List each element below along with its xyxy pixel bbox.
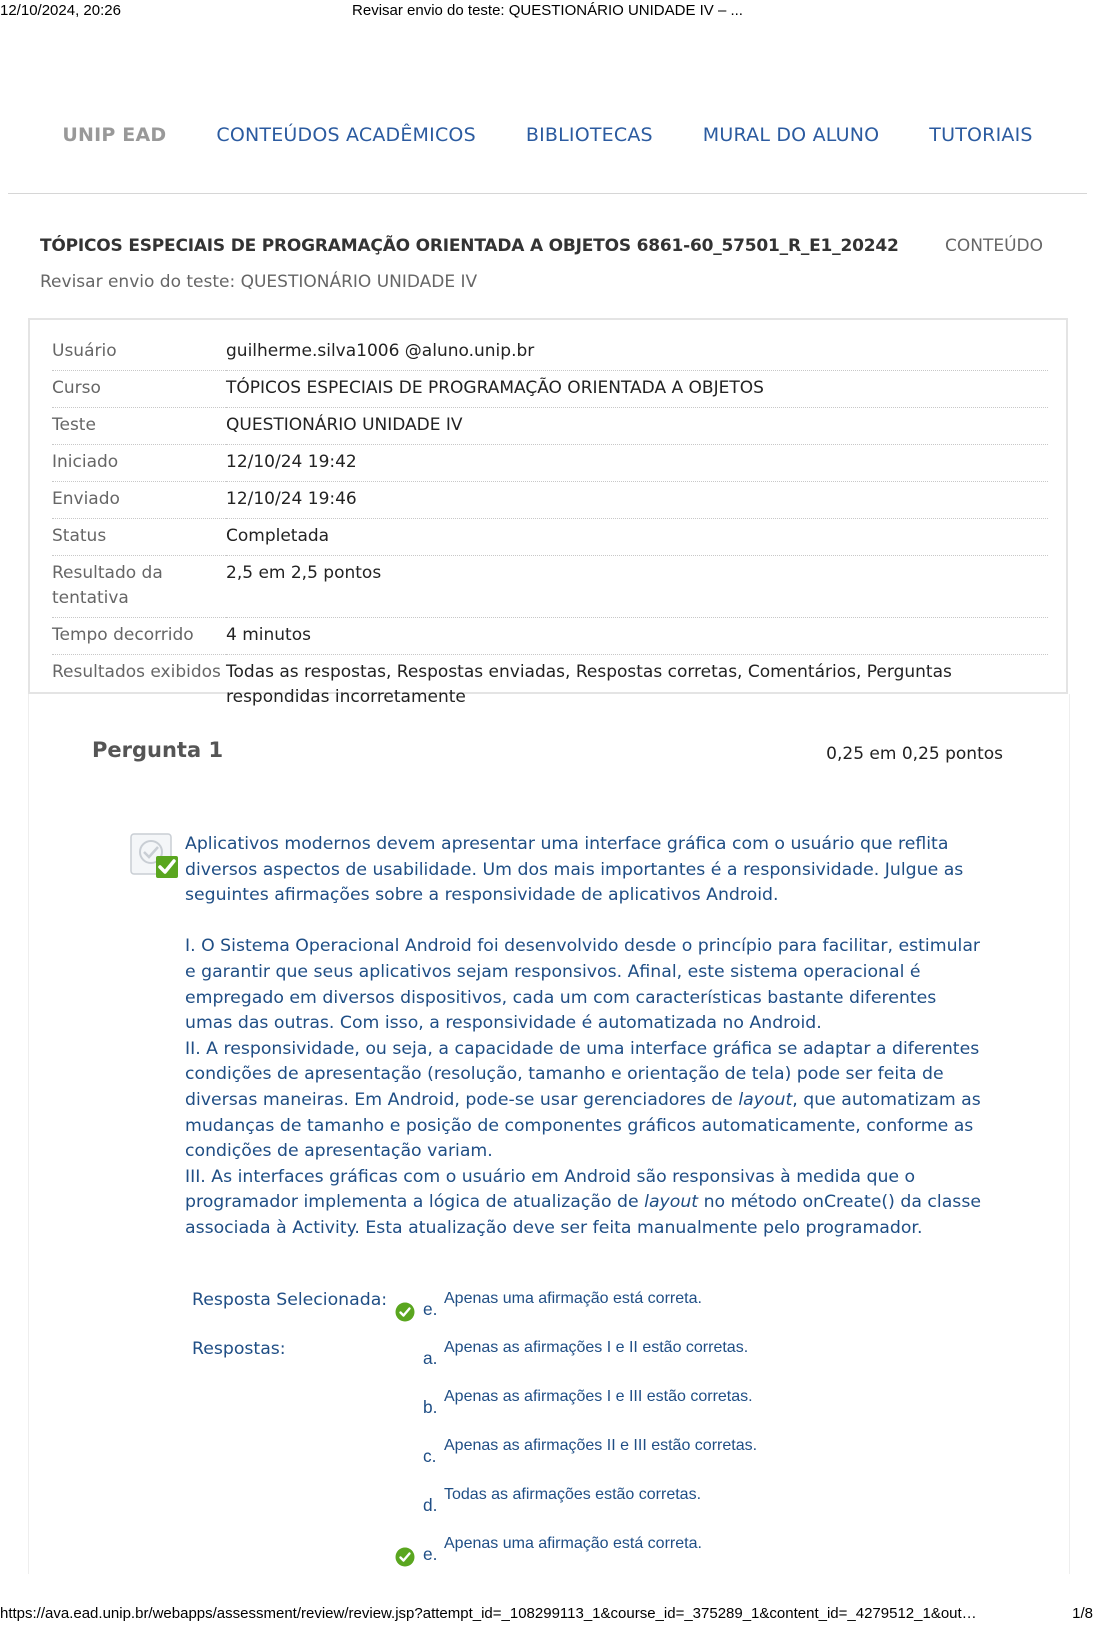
answer-text: Apenas as afirmações I e II estão corretas. xyxy=(444,1339,749,1356)
summary-label: Curso xyxy=(52,371,226,408)
question-statement-2: II. A responsividade, ou seja, a capacidade de uma interface gráfica se adaptar a diferentes condições de apresentação (resolução, tamanho e orientação de tela) pode ser feita de diversas maneiras. Em Android, pode-se usar gerenciadores de layout, que automatizam as mudanças de tamanho e posição de componentes gráficos automaticamente, conforme as condições de apresentação variam. xyxy=(185,1038,981,1162)
summary-label: Usuário xyxy=(52,334,226,371)
summary-value: 2,5 em 2,5 pontos xyxy=(226,556,1048,618)
summary-value: QUESTIONÁRIO UNIDADE IV xyxy=(226,408,1048,445)
question-statement-3: III. As interfaces gráficas com o usuário em Android são responsivas à medida que o programador implementa a lógica de atualização de layout no método onCreate() da classe associada à Activity. Esta atualização deve ser feita manualmente pelo programador. xyxy=(185,1166,981,1238)
breadcrumb: Revisar envio do teste: QUESTIONÁRIO UNIDADE IV xyxy=(40,272,478,292)
question-statement-1: I. O Sistema Operacional Android foi desenvolvido desde o princípio para facilitar, estimular e garantir que seus aplicativos sejam responsivos. Afinal, este sistema operacional é empregado em diversos dispositivos, cada um com características bastante diferentes umas das outras. Com isso, a responsividade é automatizada no Android. xyxy=(185,936,981,1034)
answer-text: Todas as afirmações estão corretas. xyxy=(444,1486,702,1503)
summary-value: TÓPICOS ESPECIAIS DE PROGRAMAÇÃO ORIENTADA A OBJETOS xyxy=(226,371,1048,408)
answer-text: Apenas uma afirmação está correta. xyxy=(444,1290,702,1307)
nav-unip-ead[interactable]: UNIP EAD xyxy=(62,124,167,146)
summary-value: 12/10/24 19:46 xyxy=(226,482,1048,519)
summary-row xyxy=(52,334,1048,371)
nav-mural-do-aluno[interactable]: MURAL DO ALUNO xyxy=(702,124,880,146)
print-header xyxy=(0,2,1095,24)
nav-tutoriais[interactable]: TUTORIAIS xyxy=(929,124,1033,146)
summary-label: Teste xyxy=(52,408,226,445)
answer-text: Apenas uma afirmação está correta. xyxy=(444,1535,702,1552)
print-url: https://ava.ead.unip.br/webapps/assessment/review/review.jsp?attempt_id=_108299113_1&course_id=_375289_1&content_id=_4279512_1&out… xyxy=(0,1605,977,1622)
attempt-summary xyxy=(28,318,1068,707)
summary-value: Todas as respostas, Respostas enviadas, Respostas corretas, Comentários, Perguntas respondidas incorretamente xyxy=(226,662,952,707)
nav-conteudos-academicos[interactable]: CONTEÚDOS ACADÊMICOS xyxy=(216,124,476,146)
summary-row xyxy=(52,482,1048,519)
nav-divider xyxy=(8,193,1087,194)
question-intro: Aplicativos modernos devem apresentar uma interface gráfica com o usuário que reflita diversos aspectos de usabilidade. Um dos mais importantes é a responsividade. Julgue as seguintes afirmações sobre a responsividade de aplicativos Android. xyxy=(185,834,964,906)
correct-check-icon xyxy=(395,1302,415,1322)
summary-label: Tempo decorrido xyxy=(52,618,226,655)
summary-value: Completada xyxy=(226,519,1048,556)
selected-answer-label: Resposta Selecionada: xyxy=(192,1290,388,1310)
print-footer xyxy=(0,1605,1095,1627)
answer-letter: e. xyxy=(423,1544,438,1564)
summary-label: Resultados exibidos xyxy=(52,662,221,682)
summary-label: Status xyxy=(52,519,226,556)
summary-label: Iniciado xyxy=(52,445,226,482)
summary-label: Enviado xyxy=(52,482,226,519)
summary-row xyxy=(52,618,1048,655)
print-title: Revisar envio do teste: QUESTIONÁRIO UNIDADE IV – ... xyxy=(352,2,743,19)
answer-letter: d. xyxy=(423,1495,438,1515)
answers-label: Respostas: xyxy=(192,1339,286,1359)
answer-letter: a. xyxy=(423,1348,438,1368)
nav-bibliotecas[interactable]: BIBLIOTECAS xyxy=(525,124,653,146)
answer-letter: b. xyxy=(423,1397,438,1417)
summary-value: 4 minutos xyxy=(226,618,1048,655)
answer-text: Apenas as afirmações II e III estão corretas. xyxy=(444,1437,758,1454)
summary-row xyxy=(52,445,1048,482)
content-link[interactable]: CONTEÚDO xyxy=(944,236,1043,256)
summary-row xyxy=(52,556,1048,618)
summary-value: 12/10/24 19:42 xyxy=(226,445,1048,482)
summary-value: guilherme.silva1006 @aluno.unip.br xyxy=(226,334,1048,371)
question-text xyxy=(185,832,985,1242)
answer-text: Apenas as afirmações I e III estão corretas. xyxy=(444,1388,753,1405)
summary-row xyxy=(52,408,1048,445)
top-navigation xyxy=(0,115,1095,155)
print-datetime: 12/10/2024, 20:26 xyxy=(0,2,121,19)
question-title: Pergunta 1 xyxy=(92,738,224,762)
answer-letter: c. xyxy=(423,1446,437,1466)
summary-row xyxy=(52,519,1048,556)
question-points: 0,25 em 0,25 pontos xyxy=(826,744,1003,764)
summary-label: Resultado da tentativa xyxy=(52,556,226,618)
answer-letter: e. xyxy=(423,1299,438,1319)
summary-row xyxy=(52,371,1048,408)
correct-answer-status-icon xyxy=(130,832,180,880)
course-title: TÓPICOS ESPECIAIS DE PROGRAMAÇÃO ORIENTADA A OBJETOS 6861-60_57501_R_E1_20242 xyxy=(40,236,899,256)
summary-table xyxy=(52,334,1048,716)
print-page-number: 1/8 xyxy=(1072,1605,1093,1622)
correct-check-icon xyxy=(395,1547,415,1567)
